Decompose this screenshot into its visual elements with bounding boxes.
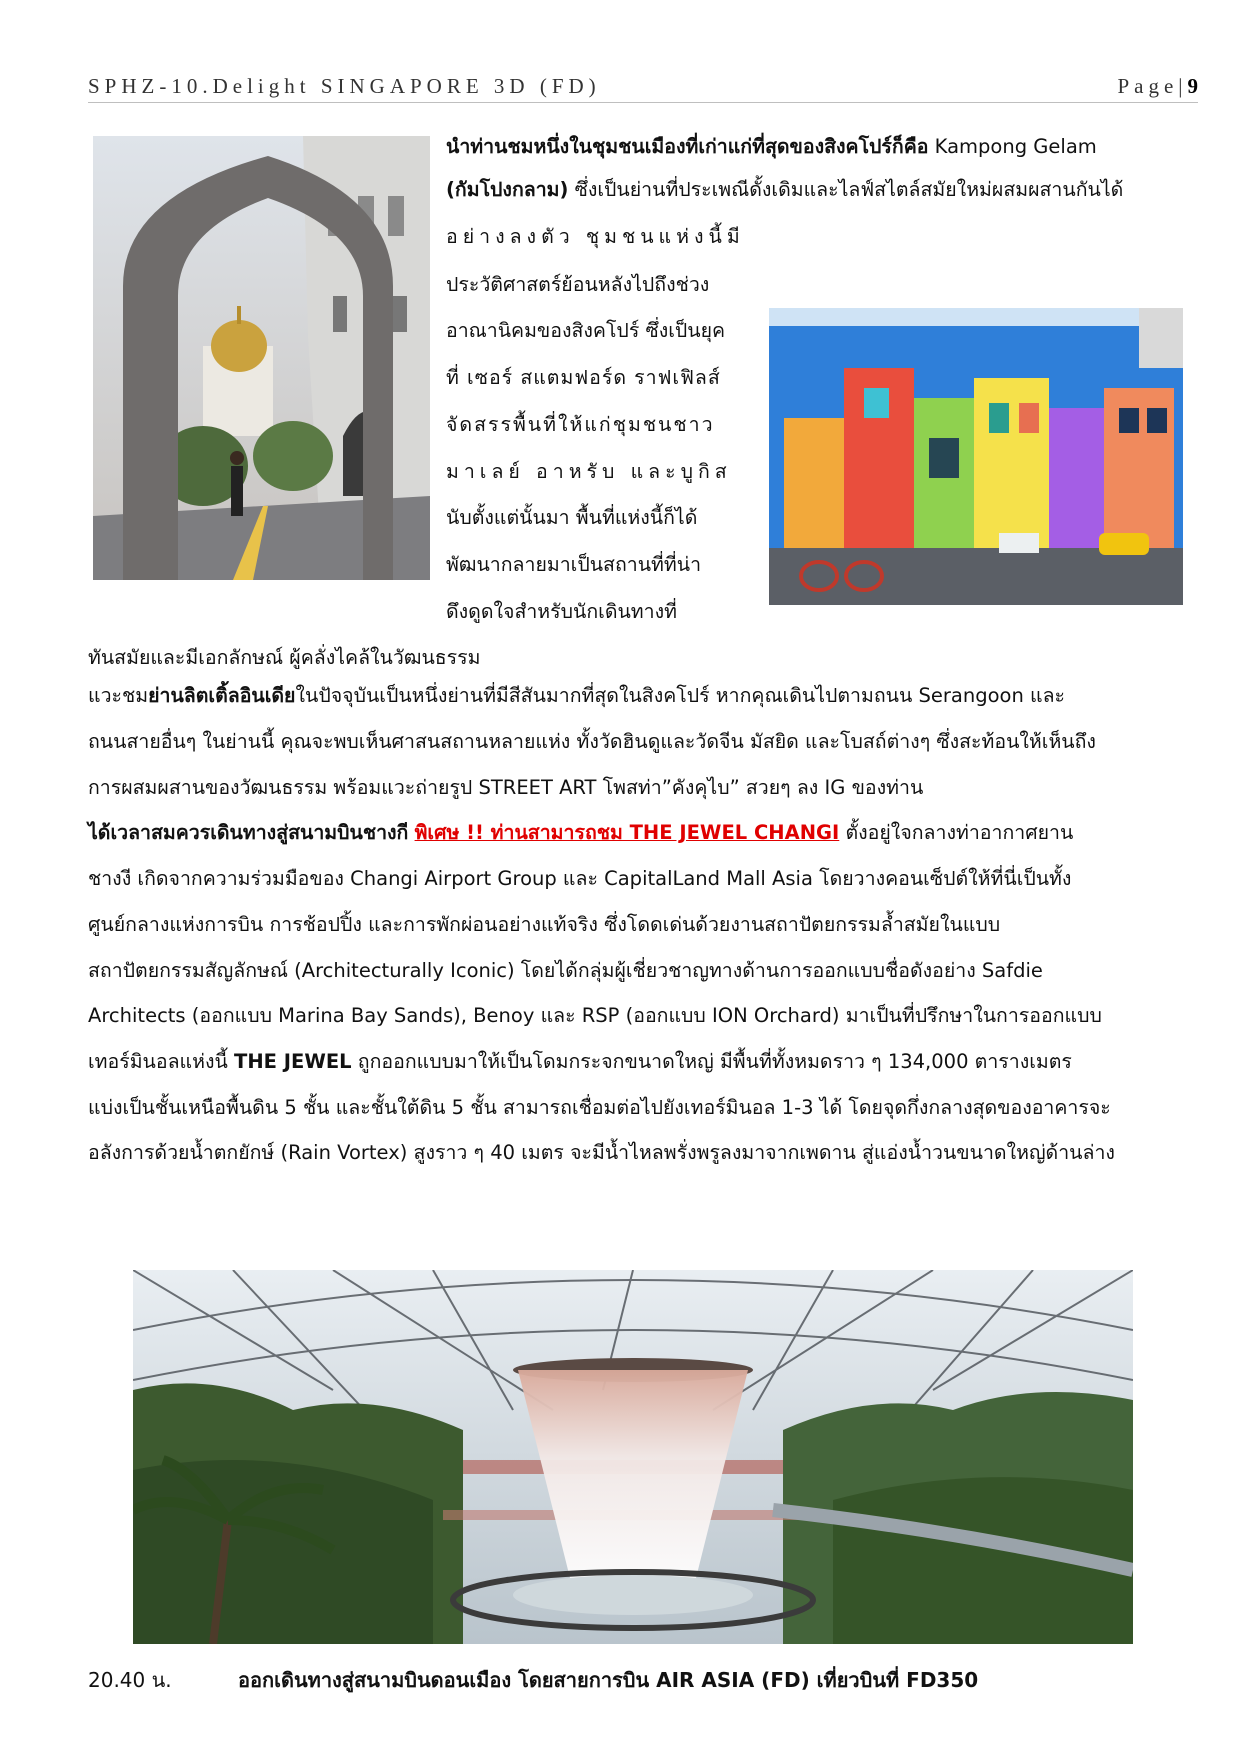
jewel-name-bold: THE JEWEL bbox=[234, 1050, 352, 1073]
kampong-line-10: พัฒนากลายมาเป็นสถานที่ที่น่า bbox=[446, 553, 702, 576]
little-india-name: ย่านลิตเติ้ลอินเดีย bbox=[148, 684, 296, 707]
little-india-line-2: ถนนสายอื่นๆ ในย่านนี้ คุณจะพบเห็นศาสนสถานหลายแห่ง ทั้งวัดฮินดูและวัดจีน มัสยิด และโบสถ์ต่างๆ ซึ่งสะท้อนให้เห็นถึง bbox=[88, 730, 1096, 753]
little-india-line-1 bbox=[88, 673, 1065, 719]
jewel-line-6-lead: เทอร์มินอลแห่งนี้ bbox=[88, 1050, 235, 1073]
jewel-special-highlight: พิเศษ !! ท่านสามารถชม THE JEWEL CHANGI bbox=[414, 821, 840, 844]
jewel-intro-bold: ได้เวลาสมควรเดินทางสู่สนามบินชางกี bbox=[88, 821, 409, 844]
jewel-line-8: อลังการด้วยน้ำตกยักษ์ (Rain Vortex) สูงราว ๆ 40 เมตร จะมีน้ำไหลพรั่งพรูลงมาจากเพดาน สู่แอ่งน้ำวนขนาดใหญ่ด้านล่าง bbox=[88, 1141, 1115, 1164]
little-india-line-3: การผสมผสานของวัฒนธรรม พร้อมแวะถ่ายรูป STREET ART โพสท่า”คังคุไบ” สวยๆ ลง IG ของท่าน bbox=[88, 776, 924, 799]
jewel-line-1-text: ตั้งอยู่ใจกลางท่าอากาศยาน bbox=[839, 821, 1074, 844]
jewel-line-3: ศูนย์กลางแห่งการบิน การช้อปปิ้ง และการพักผ่อนอย่างแท้จริง ซึ่งโดดเด่นด้วยงานสถาปัตยกรรมล้ำสมัยในแบบ bbox=[88, 913, 1001, 936]
page-label: Page| bbox=[1117, 74, 1188, 98]
kampong-place-name: Kampong Gelam bbox=[928, 135, 1097, 158]
kampong-line-11: ดึงดูดใจสำหรับนักเดินทางที่ bbox=[446, 600, 677, 623]
jewel-line-5: Architects (ออกแบบ Marina Bay Sands), Benoy และ RSP (ออกแบบ ION Orchard) มาเป็นที่ปรึกษาในการออกแบบ bbox=[88, 1004, 1102, 1027]
kampong-line-8: มาเลย์ อาหรับ และบูกิส bbox=[446, 460, 732, 483]
kampong-line-2-text: ซึ่งเป็นย่านที่ประเพณีดั้งเดิมและไลฟ์สไตล์สมัยใหม่ผสมผสานกันได้ bbox=[568, 178, 1124, 201]
jewel-line-1 bbox=[88, 810, 1073, 856]
jewel-changi-rain-vortex-photo bbox=[133, 1270, 1133, 1644]
street-art-mural-photo bbox=[769, 308, 1183, 605]
kampong-line-1 bbox=[446, 124, 1097, 170]
page-number: 9 bbox=[1187, 74, 1198, 98]
little-india-lead: แวะชม bbox=[88, 684, 149, 707]
jewel-line-6 bbox=[88, 1039, 1072, 1085]
kampong-line-3: อย่างลงตัว ชุมชนแห่งนี้มี bbox=[446, 225, 745, 248]
jewel-line-7: แบ่งเป็นชั้นเหนือพื้นดิน 5 ชั้น และชั้นใต้ดิน 5 ชั้น สามารถเชื่อมต่อไปยังเทอร์มินอล 1-3 ได้ โดยจุดกึ่งกลางสุดของอาคารจะ bbox=[88, 1096, 1111, 1119]
mosque-arch-photo bbox=[93, 136, 430, 580]
kampong-line-9: นับตั้งแต่นั้นมา พื้นที่แห่งนี้ก็ได้ bbox=[446, 506, 698, 529]
kampong-intro-bold: นำท่านชมหนึ่งในชุมชนเมืองที่เก่าแก่ที่สุดของสิงคโปร์ก็คือ bbox=[446, 135, 929, 158]
kampong-line-4: ประวัติศาสตร์ย้อนหลังไปถึงช่วง bbox=[446, 273, 710, 296]
kampong-line-6: ที่ เซอร์ สแตมฟอร์ด ราฟเฟิลส์ bbox=[446, 366, 721, 389]
page-indicator bbox=[1117, 74, 1198, 99]
kampong-line-5: อาณานิคมของสิงคโปร์ ซึ่งเป็นยุค bbox=[446, 319, 726, 342]
departure-description: ออกเดินทางสู่สนามบินดอนเมือง โดยสายการบิน AIR ASIA (FD) เที่ยวบินที่ FD350 bbox=[238, 1668, 979, 1692]
kampong-line-2 bbox=[446, 167, 1123, 213]
page-header bbox=[88, 74, 1198, 103]
jewel-line-2: ชางงี เกิดจากความร่วมมือของ Changi Airport Group และ CapitalLand Mall Asia โดยวางคอนเซ็ปต์ให้ที่นี่เป็นทั้ง bbox=[88, 867, 1072, 890]
kampong-thai-name: (กัมโปงกลาม) bbox=[446, 178, 569, 201]
little-india-line-1-text: ในปัจจุบันเป็นหนึ่งย่านที่มีสีสันมากที่สุดในสิงคโปร์ หากคุณเดินไปตามถนน Serangoon และ bbox=[295, 684, 1065, 707]
jewel-line-6-text: ถูกออกแบบมาให้เป็นโดมกระจกขนาดใหญ่ มีพื้นที่ทั้งหมดราว ๆ 134,000 ตารางเมตร bbox=[351, 1050, 1072, 1073]
kampong-line-7: จัดสรรพื้นที่ให้แก่ชุมชนชาว bbox=[446, 413, 715, 436]
kampong-line-12: ทันสมัยและมีเอกลักษณ์ ผู้คลั่งไคล้ในวัฒนธรรม bbox=[88, 646, 481, 669]
jewel-line-4: สถาปัตยกรรมสัญลักษณ์ (Architecturally Iconic) โดยได้กลุ่มผู้เชี่ยวชาญทางด้านการออกแบบชื่อดังอย่าง Safdie bbox=[88, 959, 1043, 982]
flight-departure-line bbox=[88, 1664, 978, 1696]
departure-time: 20.40 น. bbox=[88, 1668, 172, 1692]
document-title: SPHZ-10.Delight SINGAPORE 3D (FD) bbox=[88, 74, 601, 98]
